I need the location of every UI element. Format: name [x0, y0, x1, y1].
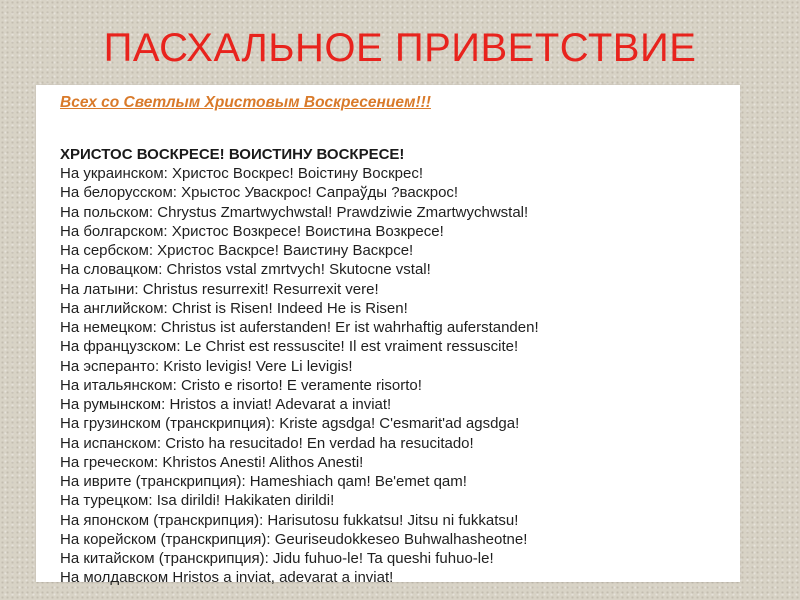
greeting-line-german: На немецком: Christus ist auferstanden! Er ist wahrhaftig auferstanden! [60, 319, 539, 336]
greeting-line-belarusian: На белорусском: Хрыстос Уваскрос! Сапраўды ?васкрос! [60, 184, 459, 202]
greeting-line-slovak: На словацком: Christos vstal zmrtvych! Skutocne vstal! [60, 261, 431, 279]
greeting-line-turkish: На турецком: Isa dirildi! Hakikaten dirildi! [60, 492, 335, 510]
greeting-line-polish: На польском: Chrystus Zmartwychwstal! Prawdziwie Zmartwychwstal! [60, 203, 529, 221]
greeting-line-japanese: На японском (транскрипция): Harisutosu fukkatsu! Jitsu ni fukkatsu! [60, 511, 519, 529]
greeting-line-korean: На корейском (транскрипция): Geuriseudokkeseo Buhwalhasheotne! [60, 530, 528, 548]
greeting-line-georgian: На грузинском (транскрипция): Kriste agsdga! C'esmarit'ad agsdga! [60, 415, 520, 433]
greeting-line-spanish: На испанском: Cristo ha resucitado! En verdad ha resucitado! [60, 434, 474, 452]
greeting-line-moldovan: На молдавском Hristos a inviat, adevarat a inviat! [60, 569, 394, 587]
greeting-line-romanian: На румынском: Hristos a inviat! Adevarat a inviat! [60, 396, 392, 413]
greeting-line-english: На английском: Christ is Risen! Indeed He is Risen! [60, 299, 408, 317]
greeting-line-serbian: На сербском: Христос Васкрсе! Ваистину Васкрсе! [60, 242, 414, 259]
greeting-line-ukrainian: На украинском: Христос Воскрес! Воiстину Воскрес! [60, 165, 423, 182]
greeting-heading: ХРИСТОС ВОСКРЕСЕ! ВОИСТИНУ ВОСКРЕСЕ! [60, 146, 405, 163]
greeting-line-esperanto: На эсперанто: Kristo levigis! Vere Li levigis! [60, 357, 353, 375]
greeting-line-greek: На греческом: Khristos Anesti! Alithos Anesti! [60, 453, 364, 471]
slide-title: ПАСХАЛЬНОЕ ПРИВЕТСТВИЕ [103, 26, 697, 70]
greeting-subtitle: Всех со Светлым Христовым Воскресением!!! [60, 94, 431, 111]
greeting-line-french: На французском: Le Christ est ressuscite! Il est vraiment ressuscite! [60, 338, 519, 356]
greetings-list [60, 164, 539, 588]
greeting-line-latin: На латыни: Christus resurrexit! Resurrexit vere! [60, 280, 379, 298]
greeting-line-hebrew: На иврите (транскрипция): Hameshiach qam! Be'emet qam! [60, 473, 467, 490]
greeting-line-bulgarian: На болгарском: Христос Возкресе! Воистина Возкресе! [60, 222, 444, 240]
greetings-card [36, 85, 740, 587]
greeting-line-italian: На итальянском: Cristo e risorto! E veramente risorto! [60, 376, 422, 394]
greeting-line-chinese: На китайском (транскрипция): Jidu fuhuo-le! Ta queshi fuhuo-le! [60, 550, 494, 567]
